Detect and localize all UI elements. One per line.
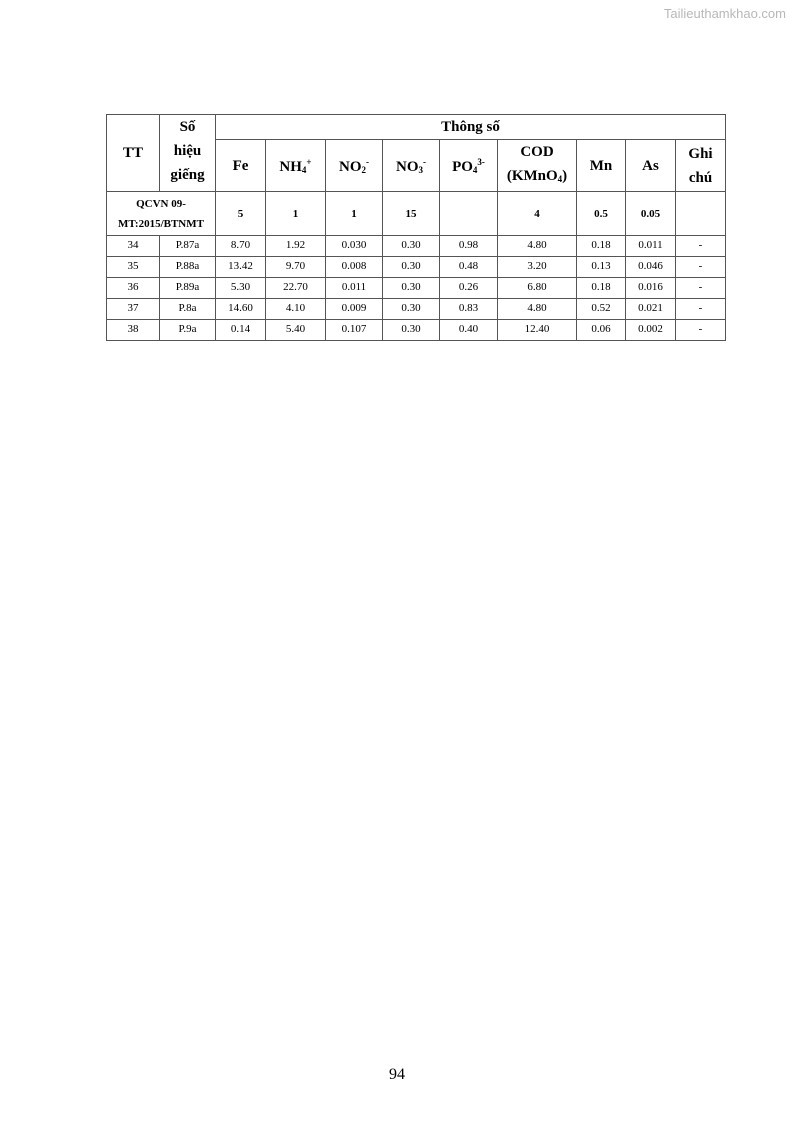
table-cell: 0.26 xyxy=(440,278,498,299)
table-row xyxy=(107,257,726,278)
table-cell: 4.10 xyxy=(266,299,326,320)
param-subscript: 4 xyxy=(557,174,563,184)
table-cell: 0.009 xyxy=(326,299,383,320)
param-base: NO xyxy=(396,158,419,175)
header-param xyxy=(626,140,676,192)
header-param xyxy=(383,140,440,192)
table-cell: 0.011 xyxy=(326,278,383,299)
table-cell: P.9a xyxy=(160,320,216,341)
table-cell: 9.70 xyxy=(266,257,326,278)
table-cell: 0.30 xyxy=(383,257,440,278)
table-cell: 13.42 xyxy=(216,257,266,278)
param-name xyxy=(216,154,265,178)
param-base: Mn xyxy=(589,157,613,174)
header-param xyxy=(326,140,383,192)
header-param xyxy=(577,140,626,192)
table-cell: 0.14 xyxy=(216,320,266,341)
table-cell: 4.80 xyxy=(498,299,577,320)
param-after: ) xyxy=(562,168,568,184)
table-cell: 0.046 xyxy=(626,257,676,278)
param-superscript: - xyxy=(366,156,369,167)
table-cell: 22.70 xyxy=(266,278,326,299)
param-name xyxy=(266,150,325,182)
table-row xyxy=(107,278,726,299)
table-cell: - xyxy=(676,236,726,257)
table-row xyxy=(107,299,726,320)
param-subscript: 4 xyxy=(472,164,478,175)
table-cell: 0.30 xyxy=(383,236,440,257)
table-cell: 5.30 xyxy=(216,278,266,299)
standard-value: 15 xyxy=(383,192,440,236)
table-cell: 3.20 xyxy=(498,257,577,278)
standard-value: 1 xyxy=(326,192,383,236)
header-line: hiệu xyxy=(173,143,202,159)
table-cell: 0.18 xyxy=(577,236,626,257)
table-cell: - xyxy=(676,299,726,320)
table-cell: 0.011 xyxy=(626,236,676,257)
table-cell: - xyxy=(676,278,726,299)
header-param xyxy=(266,140,326,192)
standard-value: 0.05 xyxy=(626,192,676,236)
param-base: As xyxy=(642,157,659,174)
param-name xyxy=(626,154,675,178)
standard-label-line: MT:2015/BTNMT xyxy=(118,217,204,230)
header-param xyxy=(498,140,577,192)
header-param xyxy=(440,140,498,192)
table-cell: - xyxy=(676,257,726,278)
table-cell: 0.002 xyxy=(626,320,676,341)
table-cell: 0.016 xyxy=(626,278,676,299)
table-cell: P.8a xyxy=(160,299,216,320)
param-base: COD xyxy=(520,144,554,160)
table-cell: 38 xyxy=(107,320,160,341)
standard-value: 4 xyxy=(498,192,577,236)
param-superscript: + xyxy=(306,156,312,167)
param-name xyxy=(577,154,625,178)
table-cell: 14.60 xyxy=(216,299,266,320)
table-cell: P.87a xyxy=(160,236,216,257)
param-subscript: 4 xyxy=(301,164,307,175)
param-superscript: - xyxy=(423,156,426,167)
header-line: giếng xyxy=(170,167,205,183)
param-base: PO xyxy=(452,158,473,175)
standard-value: 0.5 xyxy=(577,192,626,236)
table-cell: 8.70 xyxy=(216,236,266,257)
header-so-hieu-gieng xyxy=(160,115,216,192)
param-name xyxy=(440,150,497,182)
table-cell: 4.80 xyxy=(498,236,577,257)
param-name-line2 xyxy=(498,164,576,191)
table-cell: 0.30 xyxy=(383,320,440,341)
table-cell: 0.83 xyxy=(440,299,498,320)
param-base: NO xyxy=(339,158,362,175)
param-line2: chú xyxy=(688,169,713,186)
param-base: Ghi xyxy=(688,145,713,162)
table-cell: 6.80 xyxy=(498,278,577,299)
header-param xyxy=(216,140,266,192)
param-name xyxy=(676,142,725,166)
table-cell: 0.008 xyxy=(326,257,383,278)
standard-value: 5 xyxy=(216,192,266,236)
table-row xyxy=(107,320,726,341)
table-cell: 5.40 xyxy=(266,320,326,341)
table-row xyxy=(107,236,726,257)
table-cell: 0.021 xyxy=(626,299,676,320)
table-cell: 0.18 xyxy=(577,278,626,299)
header-line: Số xyxy=(179,119,196,135)
header-thong-so: Thông số xyxy=(216,115,726,140)
param-base: Fe xyxy=(232,157,249,174)
watermark: Tailieuthamkhao.com xyxy=(663,6,786,21)
table-cell: 0.52 xyxy=(577,299,626,320)
table-cell: 1.92 xyxy=(266,236,326,257)
param-subscript: 2 xyxy=(361,164,366,175)
standard-value xyxy=(440,192,498,236)
header-tt: TT xyxy=(107,115,160,192)
table-cell: 35 xyxy=(107,257,160,278)
table-cell: 36 xyxy=(107,278,160,299)
page-number: 94 xyxy=(389,1066,405,1083)
table-cell: 0.06 xyxy=(577,320,626,341)
table-cell: 0.40 xyxy=(440,320,498,341)
table-cell: P.89a xyxy=(160,278,216,299)
table-cell: 12.40 xyxy=(498,320,577,341)
table-cell: 0.13 xyxy=(577,257,626,278)
table-cell: 37 xyxy=(107,299,160,320)
table-cell: 0.48 xyxy=(440,257,498,278)
standard-value xyxy=(676,192,726,236)
table-cell: 0.030 xyxy=(326,236,383,257)
param-base: NH xyxy=(279,158,302,175)
table-cell: 0.107 xyxy=(326,320,383,341)
table-cell: 0.30 xyxy=(383,278,440,299)
standard-label xyxy=(107,192,216,236)
header-param xyxy=(676,140,726,192)
param-superscript: 3- xyxy=(477,156,485,167)
water-quality-table xyxy=(106,114,726,341)
table-cell: P.88a xyxy=(160,257,216,278)
param-name xyxy=(326,150,382,182)
table-cell: - xyxy=(676,320,726,341)
standard-label-line: QCVN 09- xyxy=(136,197,186,210)
table-cell: 0.30 xyxy=(383,299,440,320)
param-name-line2 xyxy=(676,166,725,190)
standard-value: 1 xyxy=(266,192,326,236)
param-subscript: 3 xyxy=(418,164,423,175)
table-cell: 34 xyxy=(107,236,160,257)
table-cell: 0.98 xyxy=(440,236,498,257)
param-name xyxy=(383,150,439,182)
param-name xyxy=(498,140,576,164)
param-line2: (KMnO xyxy=(506,168,558,184)
